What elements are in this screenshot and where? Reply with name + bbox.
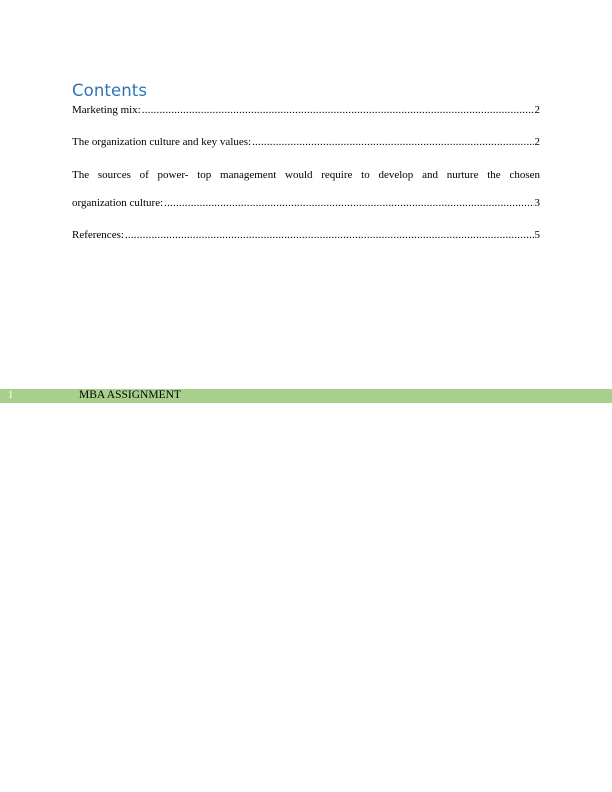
toc-dot-leader [252,136,533,148]
toc-entry-organization-culture[interactable] [72,136,540,148]
toc-dot-leader [164,197,533,209]
toc-entry-page: 2 [534,136,540,148]
toc-entry-page: 3 [534,197,540,209]
toc-dot-leader [142,104,534,116]
toc-entry-title: The organization culture and key values: [72,136,252,148]
toc-dot-leader [125,229,534,241]
toc-entry-title: References: [72,229,124,241]
toc-entry-title: organization culture: [72,197,164,209]
footer-title: MBA ASSIGNMENT [79,389,181,401]
toc-entry-sources-of-power-line1[interactable]: The sources of power- top management would require to develop and nurture the chosen [72,169,540,181]
toc-entry-title: Marketing mix: [72,104,141,116]
toc-entry-marketing-mix[interactable] [72,104,540,116]
toc-entry-references[interactable] [72,229,540,241]
toc-entry-sources-of-power[interactable] [72,197,540,209]
toc-entry-page: 5 [534,229,540,241]
footer-page-number: 1 [8,390,14,401]
toc-heading: Contents [72,81,148,100]
toc-entry-page: 2 [534,104,540,116]
